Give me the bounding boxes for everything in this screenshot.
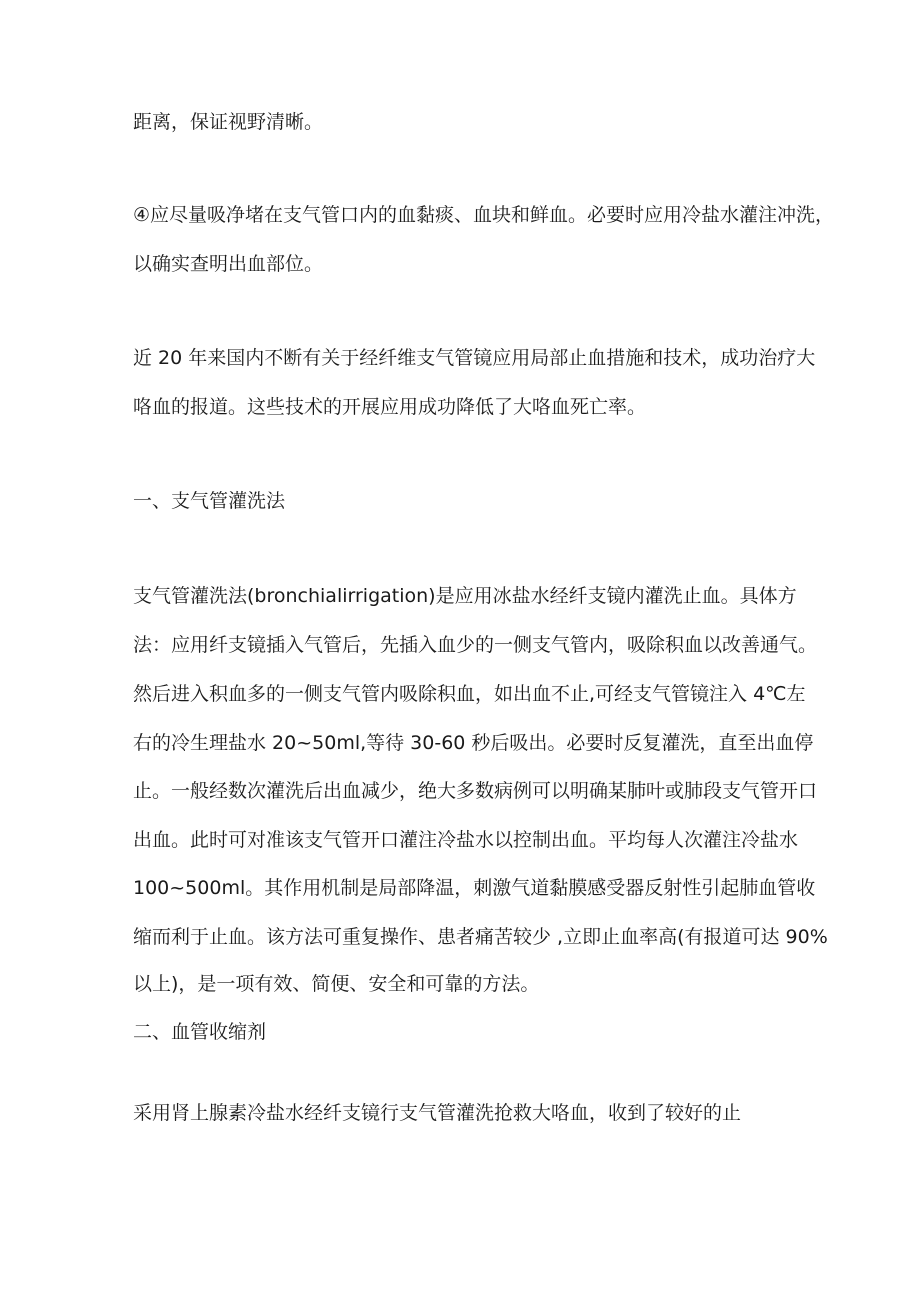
section-heading: 一、支气管灌洗法 bbox=[133, 490, 286, 512]
paragraph-line: 缩而利于止血。该方法可重复操作、患者痛苦较少 ,立即止血率高(有报道可达 90% bbox=[133, 926, 828, 948]
paragraph-line: 采用肾上腺素冷盐水经纤支镜行支气管灌洗抢救大咯血，收到了较好的止 bbox=[133, 1102, 742, 1124]
paragraph-line: 支气管灌洗法(bronchialirrigation)是应用冰盐水经纤支镜内灌洗止血。具体方 bbox=[133, 585, 797, 607]
paragraph-line: 然后进入积血多的一侧支气管内吸除积血，如出血不止,可经支气管镜注入 4℃左 bbox=[133, 683, 806, 705]
paragraph-line: 止。一般经数次灌洗后出血减少，绝大多数病例可以明确某肺叶或肺段支气管开口 bbox=[133, 780, 818, 802]
paragraph-line: 出血。此时可对准该支气管开口灌注冷盐水以控制出血。平均每人次灌注冷盐水 bbox=[133, 829, 799, 851]
section-heading: 二、血管收缩剂 bbox=[133, 1021, 267, 1043]
paragraph-line: 右的冷生理盐水 20~50ml,等待 30-60 秒后吸出。必要时反复灌洗，直至出血停 bbox=[133, 732, 814, 754]
paragraph-line: 距离，保证视野清晰。 bbox=[133, 111, 324, 133]
paragraph-line: 以确实查明出血部位。 bbox=[133, 253, 324, 275]
paragraph-line: ④应尽量吸净堵在支气管口内的血黏痰、血块和鲜血。必要时应用冷盐水灌注冲洗， bbox=[133, 204, 835, 226]
paragraph-line: 100~500ml。其作用机制是局部降温，刺激气道黏膜感受器反射性引起肺血管收 bbox=[133, 877, 816, 899]
paragraph-line: 以上)，是一项有效、简便、安全和可靠的方法。 bbox=[133, 973, 540, 995]
paragraph-line: 近 20 年来国内不断有关于经纤维支气管镜应用局部止血措施和技术，成功治疗大 bbox=[133, 347, 816, 369]
paragraph-line: 咯血的报道。这些技术的开展应用成功降低了大咯血死亡率。 bbox=[133, 396, 647, 418]
paragraph-line: 法：应用纤支镜插入气管后，先插入血少的一侧支气管内，吸除积血以改善通气。 bbox=[133, 634, 818, 656]
